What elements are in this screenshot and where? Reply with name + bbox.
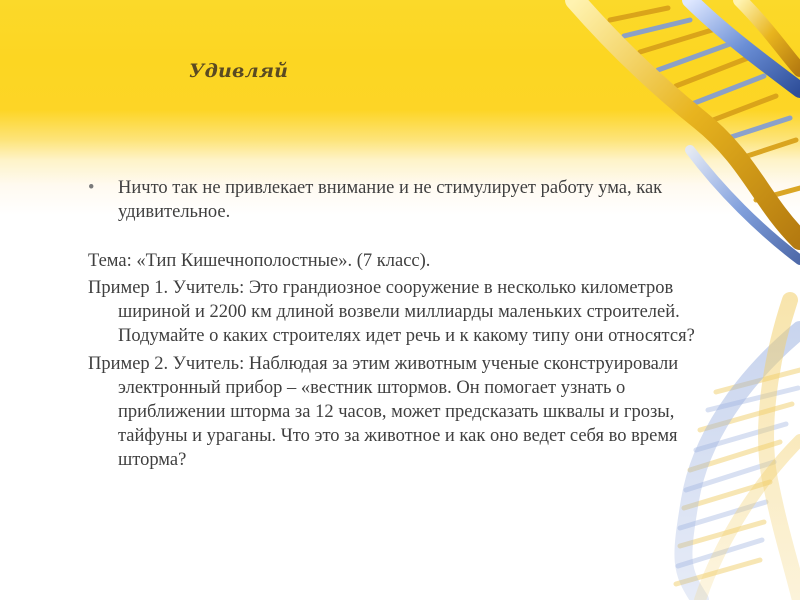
example-2-paragraph: Пример 2. Учитель: Наблюдая за этим животным ученые сконструировали электронный прибор – «вестник штормов. Он помогает узнать о приближении шторма за 12 часов, может предсказать шквалы и грозы, тайфуны и ураганы. Что это за животное и как оно ведет себя во время шторма? — [88, 354, 679, 470]
topic-paragraph: Тема: «Тип Кишечнополостные». (7 класс). — [88, 251, 431, 271]
bullet-text: Ничто так не привлекает внимание и не стимулирует работу ума, как удивительное. — [118, 178, 663, 222]
bullet-marker: • — [88, 178, 95, 198]
example-1-paragraph: Пример 1. Учитель: Это грандиозное сооружение в несколько километров шириной и 2200 км длиной возвели миллиарды маленьких строителей. Подумайте о каких строителях идет речь и к какому типу они относятся? — [88, 278, 695, 346]
bullet-item — [88, 176, 698, 224]
slide-content — [88, 176, 698, 476]
slide-title: Удивляй — [189, 60, 289, 82]
